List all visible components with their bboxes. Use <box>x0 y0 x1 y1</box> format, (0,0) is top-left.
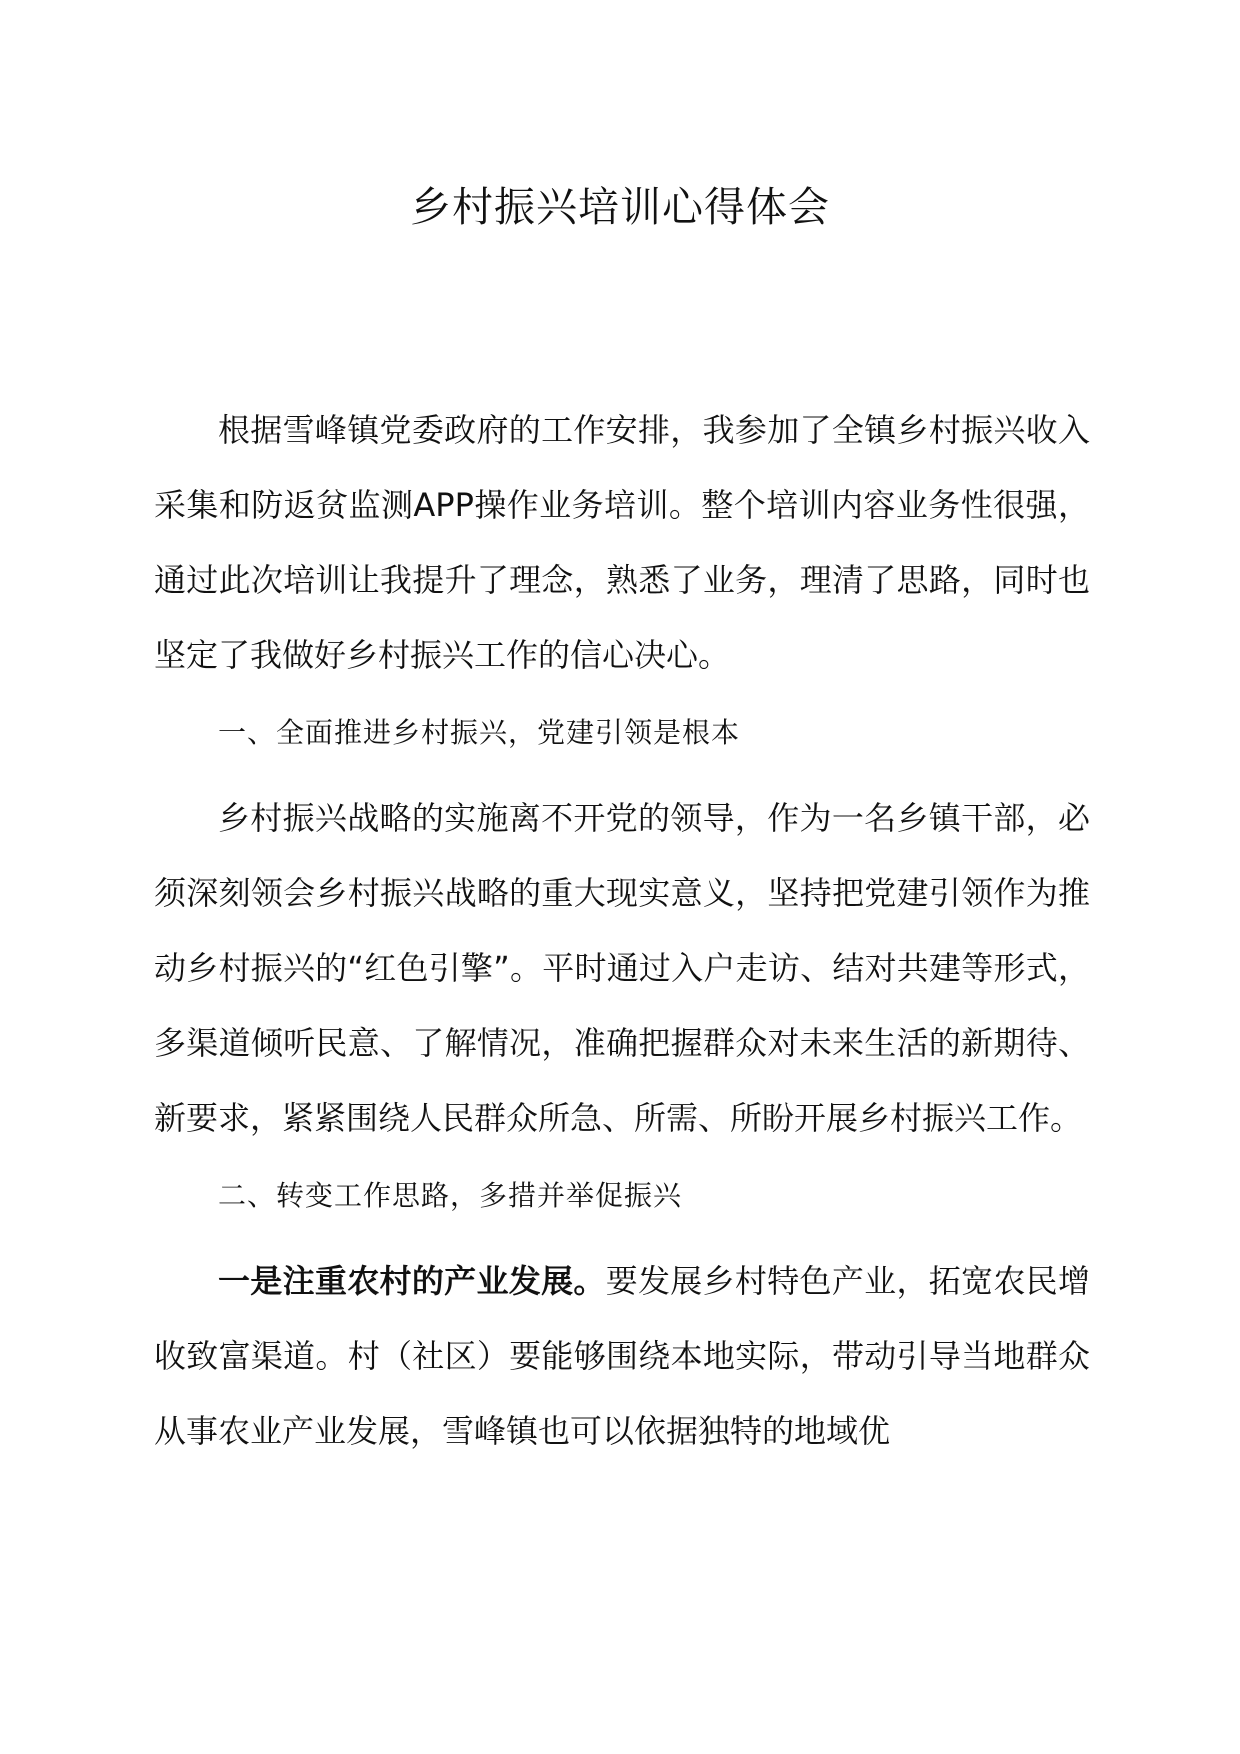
paragraph-industry-development <box>154 1244 1090 1469</box>
document-title: 乡村振兴培训心得体会 <box>410 183 830 231</box>
paragraph-party-leadership: 乡村振兴战略的实施离不开党的领导，作为一名乡镇干部，必须深刻领会乡村振兴战略的重大现实意义，坚持把党建引领作为推动乡村振兴的“红色引擎”。平时通过入户走访、结对共建等形式，多渠道倾听民意、了解情况，准确把握群众对未来生活的新期待、新要求，紧紧围绕人民群众所急、所需、所盼开展乡村振兴工作。 <box>154 799 1090 1137</box>
section-heading-1: 一、全面推进乡村振兴，党建引领是根本 <box>218 716 741 749</box>
paragraph-body-text: 要发展乡村特色产业，拓宽农民增收致富渠道。村（社区）要能够围绕本地实际，带动引导当地群众从事农业产业发展，雪峰镇也可以依据独特的地域优 <box>154 1262 1090 1450</box>
document-body <box>154 393 1090 1469</box>
paragraph-lead-phrase: 一是注重农村的产业发展。 <box>218 1262 606 1300</box>
section-heading-2: 二、转变工作思路，多措并举促振兴 <box>218 1179 683 1212</box>
paragraph-intro: 根据雪峰镇党委政府的工作安排，我参加了全镇乡村振兴收入采集和防返贫监测APP操作业务培训。整个培训内容业务性很强，通过此次培训让我提升了理念，熟悉了业务，理清了思路，同时也坚定了我做好乡村振兴工作的信心决心。 <box>154 411 1090 674</box>
